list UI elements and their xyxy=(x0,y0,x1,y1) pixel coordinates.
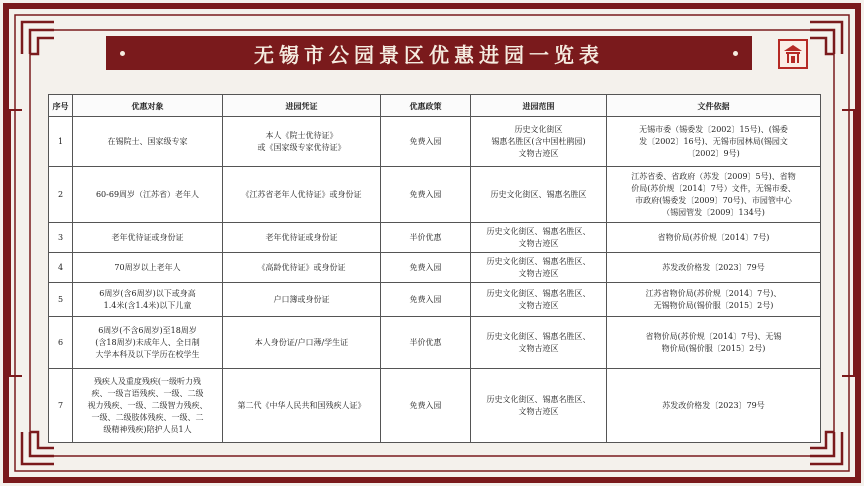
cell-policy: 半价优惠 xyxy=(381,223,471,253)
header-basis: 文件依据 xyxy=(607,95,821,117)
seal-icon xyxy=(778,39,808,69)
table-row xyxy=(49,167,821,223)
cell-basis: 省物价局(苏价规〔2014〕7号)、无锡 物价局(锡价服〔2015〕2号) xyxy=(607,317,821,369)
cell-index: 4 xyxy=(49,253,73,283)
cell-target: 在锡院士、国家级专家 xyxy=(73,117,223,167)
table-row xyxy=(49,283,821,317)
cell-scope: 历史文化街区、锡惠名胜区、 文物古迹区 xyxy=(471,317,607,369)
cell-policy: 免费入园 xyxy=(381,369,471,443)
cell-target: 6周岁(不含6周岁)至18周岁 (含18周岁)未成年人、全日制 大学本科及以下学历在校学生 xyxy=(73,317,223,369)
header-index: 序号 xyxy=(49,95,73,117)
cell-index: 3 xyxy=(49,223,73,253)
cell-credential: 本人身份证/户口薄/学生证 xyxy=(223,317,381,369)
cell-policy: 免费入园 xyxy=(381,283,471,317)
cell-basis: 苏发改价格发〔2023〕79号 xyxy=(607,369,821,443)
cell-scope: 历史文化街区、锡惠名胜区、 文物古迹区 xyxy=(471,283,607,317)
cell-target: 残疾人及重度残疾(一级听力残 疾、一级言语残疾、一级、二级 视力残疾、一级、二级智力残疾、 一级、二级肢体残疾、一级、二 级精神残疾)陪护人员1人 xyxy=(73,369,223,443)
cell-index: 5 xyxy=(49,283,73,317)
cell-target: 60-69周岁（江苏省）老年人 xyxy=(73,167,223,223)
cell-scope: 历史文化街区、锡惠名胜区 xyxy=(471,167,607,223)
cell-basis: 省物价局(苏价规〔2014〕7号) xyxy=(607,223,821,253)
cell-scope: 历史文化街区、锡惠名胜区、 文物古迹区 xyxy=(471,253,607,283)
cell-scope: 历史文化街区 锡惠名胜区(含中国杜鹃园) 文物古迹区 xyxy=(471,117,607,167)
cell-index: 1 xyxy=(49,117,73,167)
cell-basis: 江苏省物价局(苏价规〔2014〕7号)、 无锡物价局(锡价服〔2015〕2号) xyxy=(607,283,821,317)
page-title: 无锡市公园景区优惠进园一览表 xyxy=(254,42,604,67)
cell-credential: 第二代《中华人民共和国残疾人证》 xyxy=(223,369,381,443)
cell-index: 7 xyxy=(49,369,73,443)
cell-policy: 免费入园 xyxy=(381,167,471,223)
cell-target: 老年优待证或身份证 xyxy=(73,223,223,253)
cell-scope: 历史文化街区、锡惠名胜区、 文物古迹区 xyxy=(471,369,607,443)
cell-basis: 苏发改价格发〔2023〕79号 xyxy=(607,253,821,283)
table-row xyxy=(49,317,821,369)
table-row xyxy=(49,369,821,443)
cell-credential: 老年优待证或身份证 xyxy=(223,223,381,253)
cell-policy: 免费入园 xyxy=(381,253,471,283)
header-scope: 进园范围 xyxy=(471,95,607,117)
header-policy: 优惠政策 xyxy=(381,95,471,117)
table-row xyxy=(49,223,821,253)
cell-index: 6 xyxy=(49,317,73,369)
table-header-row xyxy=(49,95,821,117)
cell-credential: 本人《院士优待证》 或《国家级专家优待证》 xyxy=(223,117,381,167)
table-row xyxy=(49,253,821,283)
table-row xyxy=(49,117,821,167)
cell-credential: 《高龄优待证》或身份证 xyxy=(223,253,381,283)
cell-basis: 无锡市委（锡委发〔2002〕15号)、(锡委 发〔2002〕16号)、无锡市园林局(锡园文 〔2002〕9号) xyxy=(607,117,821,167)
cell-policy: 半价优惠 xyxy=(381,317,471,369)
header-target: 优惠对象 xyxy=(73,95,223,117)
title-dot-right xyxy=(733,51,738,56)
pavilion-icon xyxy=(782,43,804,65)
cell-scope: 历史文化街区、锡惠名胜区、 文物古迹区 xyxy=(471,223,607,253)
cell-basis: 江苏省委、省政府（苏发〔2009〕5号)、省物 价局(苏价规〔2014〕7号）文件，无锡市委、 市政府(锡委发〔2009〕70号)、市园管中心 （锡园管发〔2009〕134号) xyxy=(607,167,821,223)
cell-credential: 户口簿或身份证 xyxy=(223,283,381,317)
title-banner xyxy=(106,36,752,70)
discount-table xyxy=(48,94,821,443)
header-credential: 进园凭证 xyxy=(223,95,381,117)
cell-policy: 免费入园 xyxy=(381,117,471,167)
cell-target: 70周岁以上老年人 xyxy=(73,253,223,283)
cell-index: 2 xyxy=(49,167,73,223)
title-dot-left xyxy=(120,51,125,56)
cell-target: 6周岁(含6周岁)以下或身高 1.4米(含1.4米)以下儿童 xyxy=(73,283,223,317)
cell-credential: 《江苏省老年人优待证》或身份证 xyxy=(223,167,381,223)
